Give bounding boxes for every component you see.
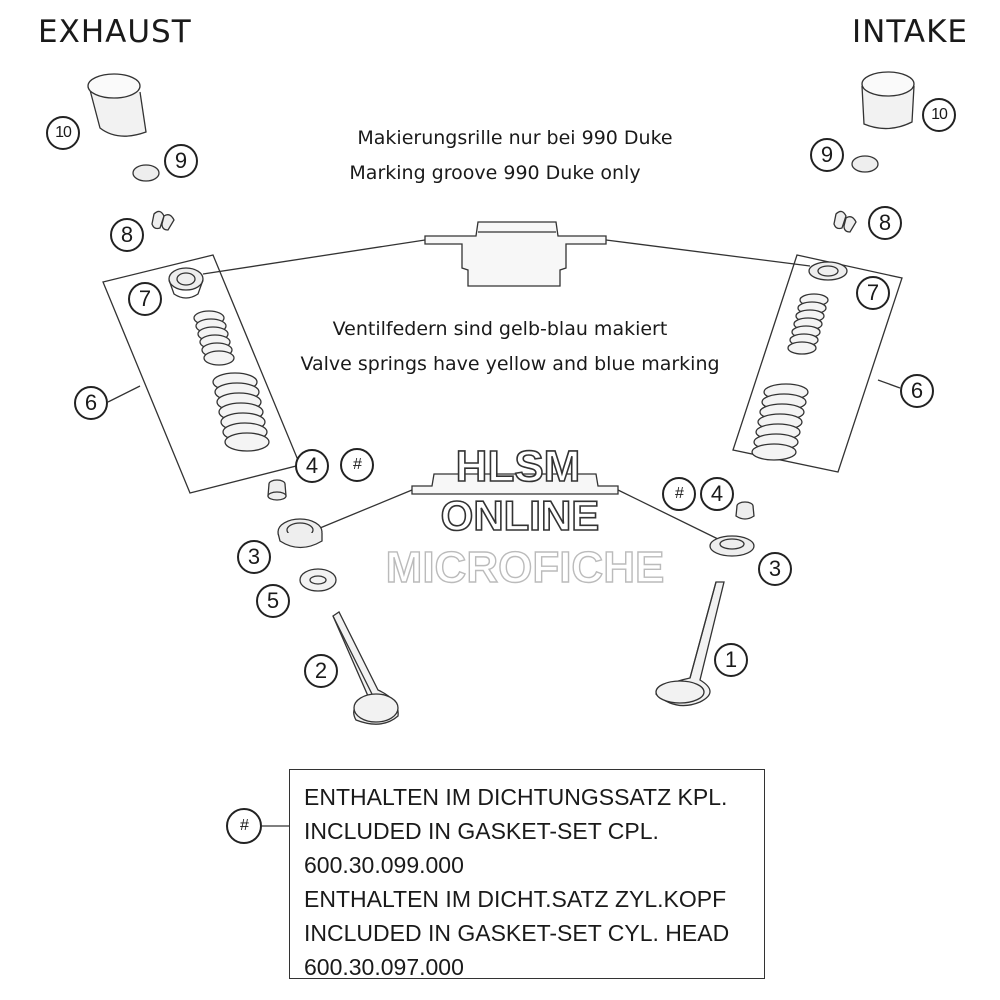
- callout-8-exhaust[interactable]: 8: [110, 218, 144, 252]
- callout-10-intake[interactable]: 10: [922, 98, 956, 132]
- legend-hash-callout: #: [226, 808, 262, 844]
- intake-spring-seat: [710, 536, 754, 556]
- watermark-line-1: HLSM: [455, 442, 581, 491]
- watermark-line-2: ONLINE: [440, 492, 600, 539]
- intake-outer-spring: [752, 384, 808, 460]
- intake-spring-retainer: [809, 262, 847, 280]
- legend-part-number-2: 600.30.097.000: [304, 954, 464, 980]
- callout-6-intake[interactable]: 6: [900, 374, 934, 408]
- exhaust-spring-seat: [278, 519, 322, 548]
- callout-4-exhaust[interactable]: 4: [295, 449, 329, 483]
- spring-note-german: Ventilfedern sind gelb-blau makiert: [332, 318, 668, 340]
- callout-7-intake[interactable]: 7: [856, 276, 890, 310]
- exhaust-valve-keepers: [152, 211, 174, 230]
- legend-part-number-1: 600.30.099.000: [304, 852, 464, 878]
- callout-8-intake[interactable]: 8: [868, 206, 902, 240]
- callout-9-exhaust[interactable]: 9: [164, 144, 198, 178]
- callout-4-intake[interactable]: 4: [700, 477, 734, 511]
- groove-note-german: Makierungsrille nur bei 990 Duke: [357, 127, 673, 149]
- exhaust-bucket-tappet: [88, 74, 146, 136]
- legend-line-5: INCLUDED IN GASKET-SET CYL. HEAD: [304, 920, 730, 946]
- watermark-line-3: MICROFICHE: [385, 543, 665, 592]
- callout-9-intake[interactable]: 9: [810, 138, 844, 172]
- legend-line-1: ENTHALTEN IM DICHTUNGSSATZ KPL.: [304, 784, 728, 810]
- marking-groove-detail: [425, 222, 606, 286]
- intake-inner-spring: [788, 294, 828, 354]
- intake-valve: [656, 582, 724, 706]
- callout-hash-exhaust[interactable]: #: [340, 448, 374, 482]
- callout-2-exhaust[interactable]: 2: [304, 654, 338, 688]
- exhaust-stem-seal: [268, 480, 286, 500]
- callout-3-intake[interactable]: 3: [758, 552, 792, 586]
- callout-5-exhaust[interactable]: 5: [256, 584, 290, 618]
- callout-1-intake[interactable]: 1: [714, 643, 748, 677]
- exhaust-inner-spring: [194, 311, 234, 365]
- callout-3-exhaust[interactable]: 3: [237, 540, 271, 574]
- exhaust-spring-retainer: [169, 268, 203, 298]
- intake-valve-keepers: [834, 211, 856, 232]
- intake-shim: [852, 156, 878, 172]
- exhaust-outer-spring: [213, 373, 269, 451]
- intake-bucket-tappet: [862, 72, 914, 129]
- exhaust-header: EXHAUST: [38, 14, 192, 50]
- exhaust-shim: [133, 165, 159, 181]
- groove-note-english: Marking groove 990 Duke only: [349, 162, 641, 184]
- exhaust-valve: [333, 612, 398, 724]
- intake-stem-seal: [736, 502, 754, 519]
- callout-hash-intake[interactable]: #: [662, 477, 696, 511]
- callout-6-exhaust[interactable]: 6: [74, 386, 108, 420]
- legend-box: [289, 769, 765, 979]
- spring-note-english: Valve springs have yellow and blue marking: [300, 353, 720, 375]
- callout-10-exhaust[interactable]: 10: [46, 116, 80, 150]
- legend-line-2: INCLUDED IN GASKET-SET CPL.: [304, 818, 659, 844]
- legend-line-4: ENTHALTEN IM DICHT.SATZ ZYL.KOPF: [304, 886, 727, 912]
- exhaust-washer: [300, 569, 336, 591]
- callout-7-exhaust[interactable]: 7: [128, 282, 162, 316]
- intake-header: INTAKE: [852, 14, 968, 50]
